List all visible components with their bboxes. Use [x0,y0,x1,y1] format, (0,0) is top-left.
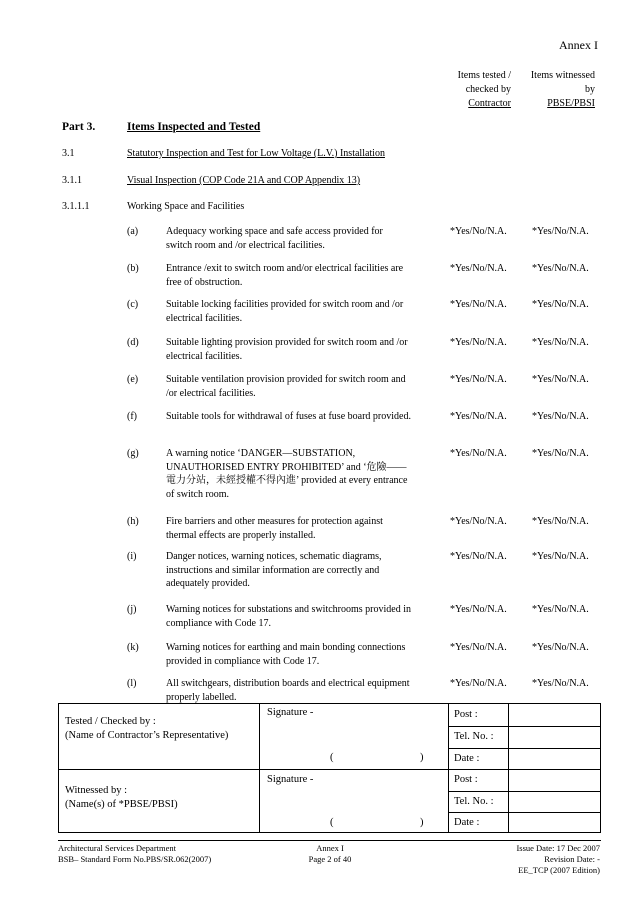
pbse-answer[interactable]: *Yes/No/N.A. [532,551,589,562]
paren-open: ( [330,817,334,828]
pbse-answer[interactable]: *Yes/No/N.A. [532,678,589,689]
contractor-answer[interactable]: *Yes/No/N.A. [450,604,507,615]
column-header-line: by [585,84,595,95]
item-text: A warning notice ‘DANGER—SUBSTATION, UNAUTHORISED ENTRY PROHIBITED’ and ‘危險——電力分站，未經授權不得內進’ provided at every entrance of switch room. [166,448,408,500]
annex-label: Annex I [559,38,598,52]
divider [448,748,600,749]
footer-line: BSB– Standard Form No.PBS/SR.062(2007) [58,854,212,864]
part-number: Part 3. [62,121,96,133]
item-text: Danger notices, warning notices, schematic diagrams, instructions and similar information are correctly and adequately provided. [166,551,382,589]
item-letter: (b) [127,263,139,274]
column-header-line: PBSE/PBSI [547,98,595,109]
post-label: Post : [454,709,478,720]
pbse-answer[interactable]: *Yes/No/N.A. [532,604,589,615]
column-header-pbse [520,69,595,111]
footer-line: Architectural Services Department [58,843,177,853]
divider [448,812,600,813]
pbse-answer[interactable]: *Yes/No/N.A. [532,299,589,310]
item-text: Adequacy working space and safe access provided for switch room and /or electrical facilities. [166,226,383,251]
item-letter: (k) [127,642,139,653]
paren-close: ) [420,752,424,763]
pbse-answer[interactable]: *Yes/No/N.A. [532,263,589,274]
footer-line: EE_TCP (2007 Edition) [518,865,600,875]
contractor-answer[interactable]: *Yes/No/N.A. [450,551,507,562]
signature-label: Signature - [267,774,314,785]
contractor-answer[interactable]: *Yes/No/N.A. [450,448,507,459]
item-letter: (f) [127,411,137,422]
part-title: Items Inspected and Tested [127,121,261,133]
contractor-answer[interactable]: *Yes/No/N.A. [450,337,507,348]
section-title: Visual Inspection (COP Code 21A and COP Appendix 13) [127,175,361,186]
item-letter: (e) [127,374,139,385]
divider [448,791,600,792]
pbse-answer[interactable]: *Yes/No/N.A. [532,411,589,422]
pbse-answer[interactable]: *Yes/No/N.A. [532,337,589,348]
pbse-answer[interactable]: *Yes/No/N.A. [532,448,589,459]
footer-rule [58,840,601,841]
pbse-answer[interactable]: *Yes/No/N.A. [532,516,589,527]
footer-line: Revision Date: - [544,854,600,864]
item-letter: (d) [127,337,139,348]
paren-close: ) [420,817,424,828]
column-header-line: Items witnessed [530,70,595,81]
item-letter: (c) [127,299,139,310]
contractor-answer[interactable]: *Yes/No/N.A. [450,411,507,422]
tel-label: Tel. No. : [454,796,494,807]
item-letter: (a) [127,226,139,237]
witnessed-by-label: Witnessed by : [65,785,127,796]
divider [59,769,600,770]
column-header-line: Contractor [468,98,511,109]
item-letter: (h) [127,516,139,527]
item-text: Suitable lighting provision provided for switch room and /or electrical facilities. [166,337,408,362]
footer-line: Issue Date: 17 Dec 2007 [516,843,600,853]
item-text: Entrance /exit to switch room and/or electrical facilities are free of obstruction. [166,263,404,288]
signature-box [58,703,601,833]
contractor-answer[interactable]: *Yes/No/N.A. [450,642,507,653]
tel-label: Tel. No. : [454,731,494,742]
contractor-answer[interactable]: *Yes/No/N.A. [450,299,507,310]
item-text: Warning notices for substations and switchrooms provided in compliance with Code 17. [166,604,411,629]
section-number: 3.1.1.1 [62,201,90,212]
date-label: Date : [454,817,480,828]
witnessed-by-sub: (Name(s) of *PBSE/PBSI) [65,799,178,810]
footer-right [516,843,600,876]
signature-label: Signature - [267,707,314,718]
item-text: All switchgears, distribution boards and electrical equipment properly labelled. [166,678,410,703]
section-title: Statutory Inspection and Test for Low Voltage (L.V.) Installation [127,148,385,159]
date-label: Date : [454,753,480,764]
footer-line: Page 2 of 40 [308,854,352,864]
contractor-answer[interactable]: *Yes/No/N.A. [450,263,507,274]
contractor-answer[interactable]: *Yes/No/N.A. [450,226,507,237]
item-letter: (l) [127,678,137,689]
paren-open: ( [330,752,334,763]
section-title: Working Space and Facilities [127,201,245,212]
item-text: Fire barriers and other measures for protection against thermal effects are properly installed. [166,516,383,541]
item-text: Suitable ventilation provision provided for switch room and /or electrical facilities. [166,374,406,399]
footer-center [290,843,370,865]
divider [448,726,600,727]
tested-by-label: Tested / Checked by : [65,716,156,727]
pbse-answer[interactable]: *Yes/No/N.A. [532,374,589,385]
post-label: Post : [454,774,478,785]
tested-by-sub: (Name of Contractor’s Representative) [65,730,229,741]
item-text: Suitable tools for withdrawal of fuses at fuse board provided. [166,411,411,422]
column-header-line: checked by [465,84,511,95]
item-letter: (g) [127,448,139,459]
contractor-answer[interactable]: *Yes/No/N.A. [450,374,507,385]
footer-line: Annex I [316,843,344,853]
item-text: Warning notices for earthing and main bonding connections provided in compliance with Code 17. [166,642,406,667]
column-header-line: Items tested / [457,70,511,81]
divider [259,704,260,832]
section-number: 3.1.1 [62,175,82,186]
item-letter: (i) [127,551,137,562]
item-letter: (j) [127,604,137,615]
footer-left [58,843,211,865]
section-number: 3.1 [62,148,75,159]
item-text: Suitable locking facilities provided for switch room and /or electrical facilities. [166,299,404,324]
pbse-answer[interactable]: *Yes/No/N.A. [532,226,589,237]
pbse-answer[interactable]: *Yes/No/N.A. [532,642,589,653]
contractor-answer[interactable]: *Yes/No/N.A. [450,678,507,689]
column-header-contractor [432,69,511,111]
contractor-answer[interactable]: *Yes/No/N.A. [450,516,507,527]
